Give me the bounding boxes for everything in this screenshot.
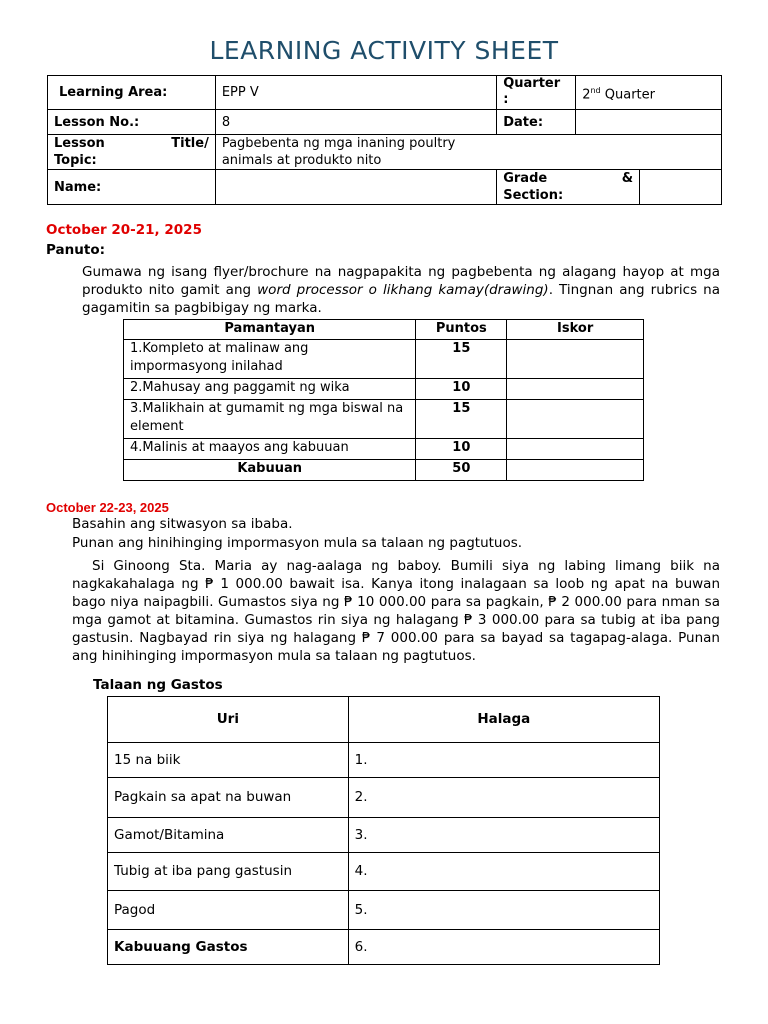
rubric-score[interactable] [507, 379, 644, 400]
learning-area-value: EPP V [215, 76, 496, 110]
lesson-no-label: Lesson No.: [48, 110, 216, 135]
expenses-title: Talaan ng Gastos [93, 677, 223, 693]
rubric-header-criteria: Pamantayan [124, 320, 416, 340]
date-field[interactable] [576, 110, 722, 135]
quarter-suffix: nd [590, 85, 601, 95]
expense-row [108, 818, 660, 853]
rubric-total-score[interactable] [507, 460, 644, 481]
rubric-score[interactable] [507, 439, 644, 460]
expense-amount[interactable]: 3. [348, 818, 659, 853]
expense-row [108, 743, 660, 778]
lesson-title-line1: Pagbebenta ng mga inaning poultry [221, 136, 456, 151]
quarter-number: 2 [582, 87, 591, 103]
expense-amount[interactable]: 2. [348, 778, 659, 818]
rubric-points: 10 [416, 379, 507, 400]
quarter-label [497, 76, 576, 110]
expense-row [108, 891, 660, 930]
rubric-header-points: Puntos [416, 320, 507, 340]
activity1-date: October 20-21, 2025 [46, 222, 202, 238]
expense-type: Pagod [108, 891, 349, 930]
expense-type: 15 na biik [108, 743, 349, 778]
rubric-points: 15 [416, 400, 507, 439]
grade-section-field[interactable] [640, 170, 722, 205]
name-field[interactable] [215, 170, 496, 205]
quarter-label-line1: Quarter [503, 76, 561, 91]
instruction-text [82, 263, 720, 317]
quarter-value [576, 76, 722, 110]
lesson-no-value: 8 [215, 110, 496, 135]
rubric-table [123, 319, 644, 481]
learning-area-label: Learning Area: [48, 76, 216, 110]
grade-label-c: Section: [503, 188, 564, 203]
rubric-criterion: 4.Malinis at maayos ang kabuuan [124, 439, 416, 460]
lesson-title-line2: animals at produkto nito [221, 153, 382, 168]
rubric-row [124, 379, 644, 400]
rubric-score[interactable] [507, 400, 644, 439]
instruction-italic: word processor o likhang kamay(drawing) [257, 282, 549, 298]
rubric-header-score: Iskor [507, 320, 644, 340]
grade-label-a: Grade [503, 171, 548, 186]
expense-total-row [108, 930, 660, 965]
instruction-label: Panuto: [46, 242, 105, 258]
expense-type: Gamot/Bitamina [108, 818, 349, 853]
rubric-criterion: 3.Malikhain at gumamit ng mga biswal na element [124, 400, 416, 439]
activity2-line1: Basahin ang sitwasyon sa ibaba. [72, 516, 293, 532]
expense-amount[interactable]: 5. [348, 891, 659, 930]
expenses-header-type: Uri [108, 697, 349, 743]
lesson-title-label [48, 135, 216, 170]
expenses-header-amount: Halaga [348, 697, 659, 743]
grade-section-label [497, 170, 640, 205]
info-table [47, 75, 722, 205]
scenario-text: Si Ginoong Sta. Maria ay nag-aalaga ng baboy. Bumili siya ng labing limang biik na nagkakahalaga ng ₱ 1 000.00 bawait isa. Kanya itong inalagaan sa loob ng apat na buwan bago niya naipagbili. Gumastos siya ng ₱ 10 000.00 para sa pagkain, ₱ 2 000.00 para nman sa mga gamot at bitamina. Gumastos rin siya ng halagang ₱ 3 000.00 para sa tubig at iba pang gastusin. Nagbayad rin siya ng halagang ₱ 7 000.00 para sa bayad sa tagapag-alaga. Punan ang hinihinging impormasyon mula sa talaan ng pagtutuos. [72, 558, 720, 664]
activity2-line2: Punan ang hinihinging impormasyon mula sa talaan ng pagtutuos. [72, 535, 523, 551]
expense-total-label: Kabuuang Gastos [108, 930, 349, 965]
rubric-total-row [124, 460, 644, 481]
instruction-post: . Tingnan ang rubrics na gagamitin sa pagbibigay ng marka. [82, 282, 720, 316]
activity2-date: October 22-23, 2025 [46, 500, 169, 515]
rubric-points: 10 [416, 439, 507, 460]
expense-row [108, 853, 660, 891]
rubric-total-label: Kabuuan [124, 460, 416, 481]
quarter-label-line2: : [503, 92, 509, 107]
lesson-label-a: Lesson [54, 136, 105, 151]
page-title: LEARNING ACTIVITY SHEET [209, 36, 559, 65]
expense-row [108, 778, 660, 818]
grade-label-b: & [621, 171, 634, 186]
expense-amount[interactable]: 4. [348, 853, 659, 891]
rubric-criterion: 2.Mahusay ang paggamit ng wika [124, 379, 416, 400]
lesson-label-b: Title/ [171, 136, 209, 151]
lesson-label-c: Topic: [54, 153, 97, 168]
expense-total-amount[interactable]: 6. [348, 930, 659, 965]
rubric-criterion: 1.Kompleto at malinaw ang impormasyong inilahad [124, 340, 416, 379]
expense-type: Pagkain sa apat na buwan [108, 778, 349, 818]
instruction-pre: Gumawa ng isang flyer/brochure na nagpapakita ng pagbebenta ng alagang hayop at mga produkto nito gamit ang [82, 264, 720, 298]
expense-type: Tubig at iba pang gastusin [108, 853, 349, 891]
rubric-points: 15 [416, 340, 507, 379]
rubric-score[interactable] [507, 340, 644, 379]
rubric-row [124, 400, 644, 439]
expense-amount[interactable]: 1. [348, 743, 659, 778]
name-label: Name: [48, 170, 216, 205]
lesson-title-value [215, 135, 721, 170]
rubric-total-points: 50 [416, 460, 507, 481]
quarter-word: Quarter [600, 87, 655, 103]
rubric-row [124, 340, 644, 379]
expenses-table [107, 696, 660, 965]
rubric-row [124, 439, 644, 460]
date-label: Date: [497, 110, 576, 135]
